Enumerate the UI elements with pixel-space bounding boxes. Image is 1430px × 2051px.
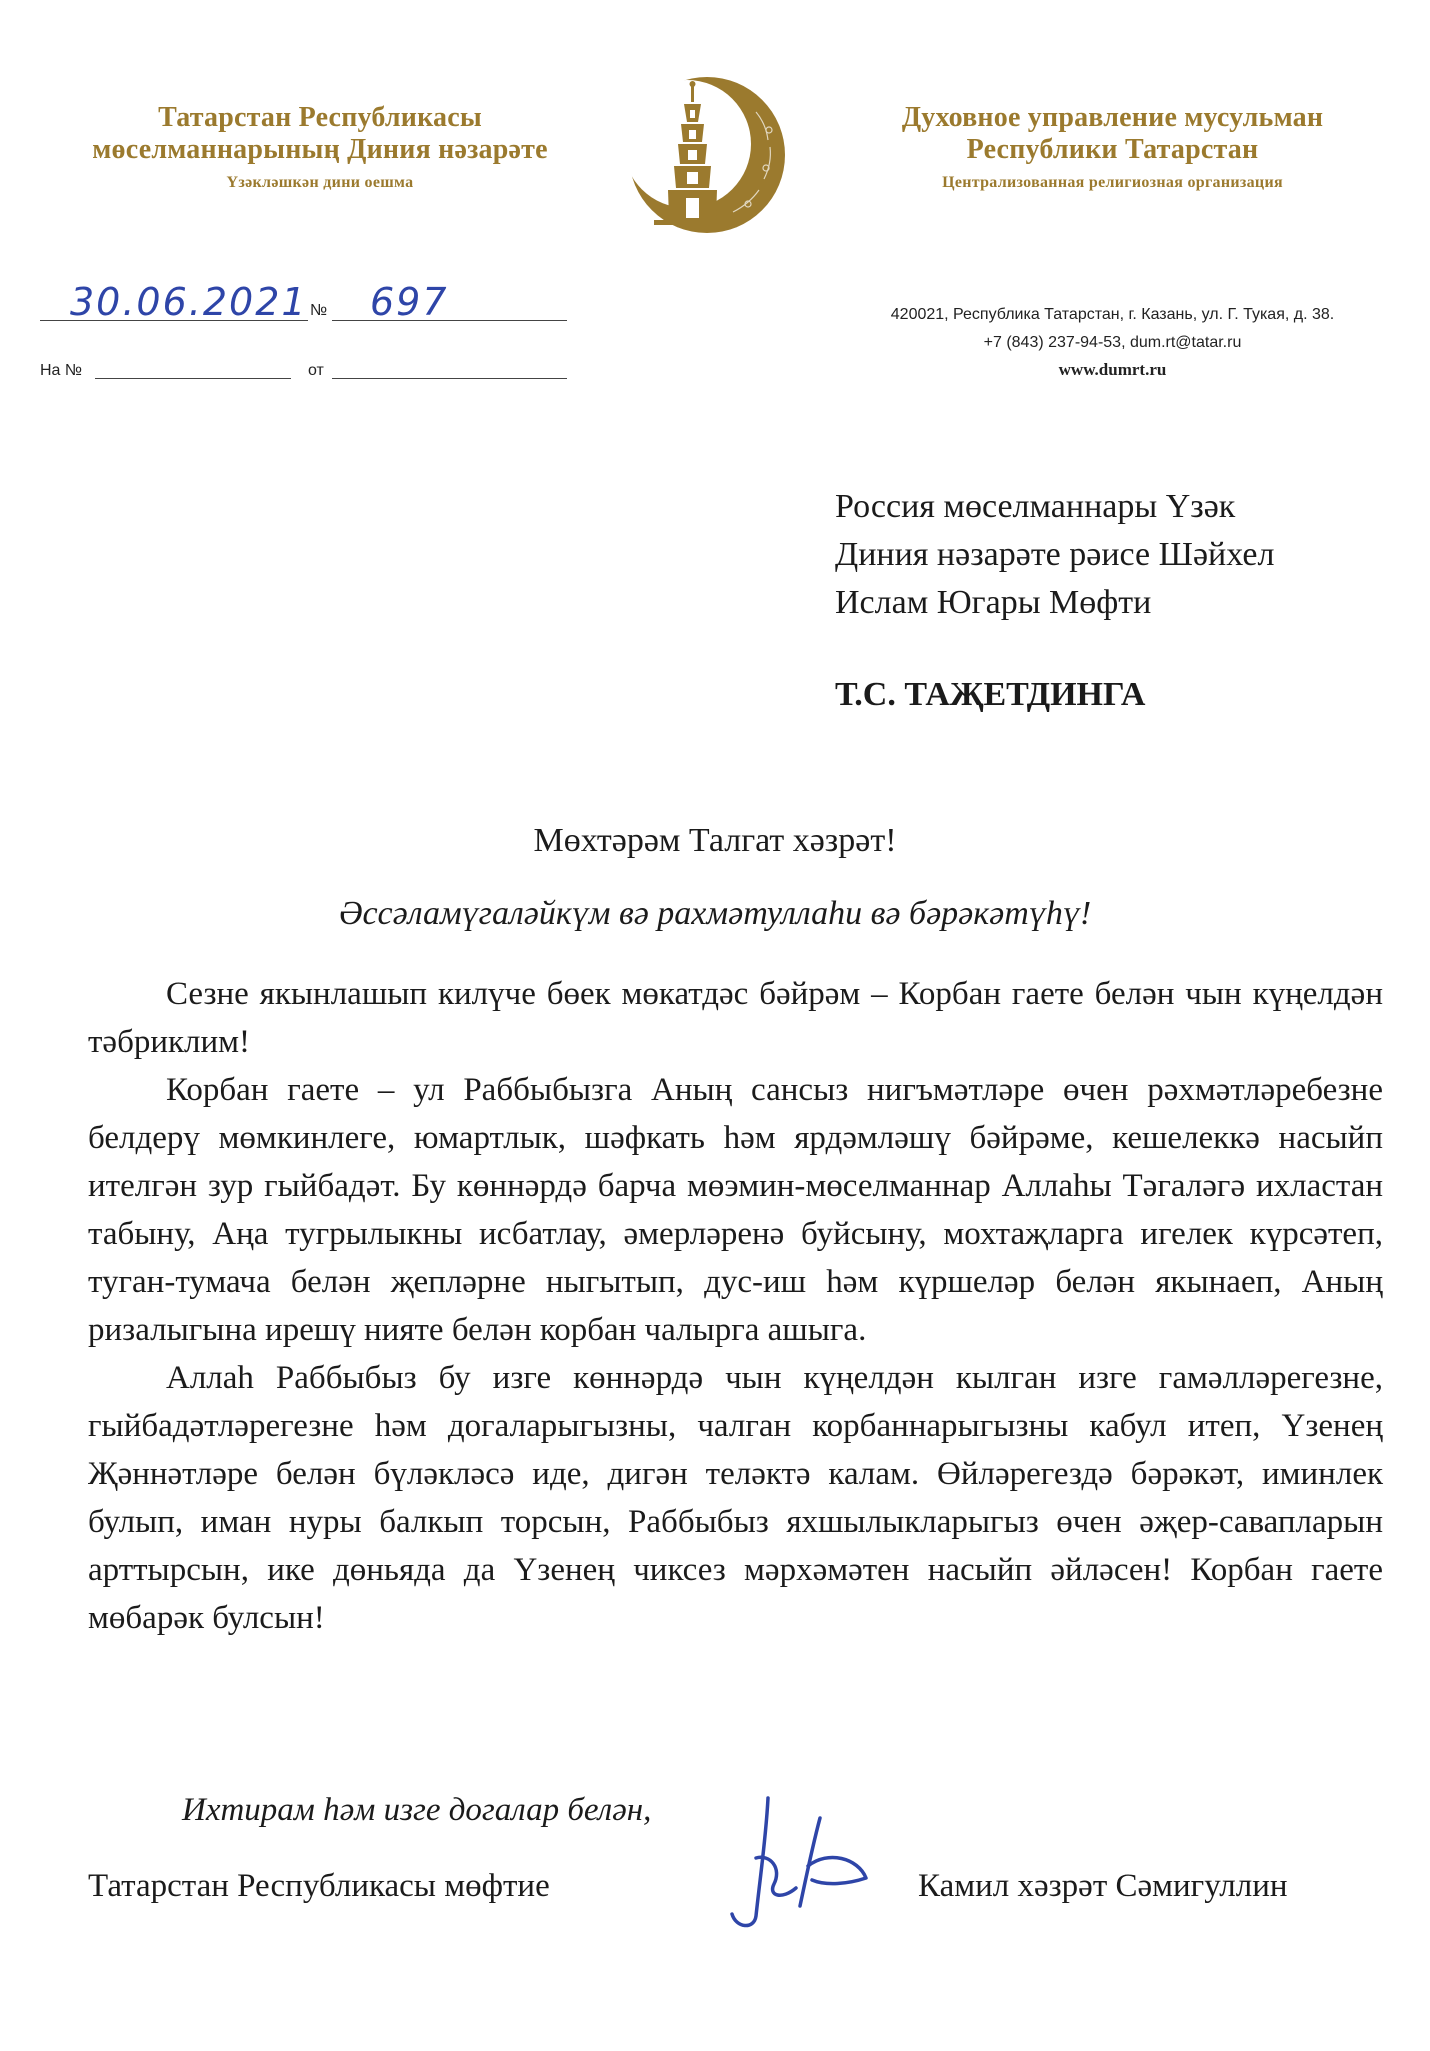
registration-number: 697 [370, 280, 449, 324]
header-right-title-line1: Духовное управление мусульман [901, 102, 1324, 133]
signatory-title: Татарстан Республикасы мөфтие [88, 1868, 550, 1904]
recipient-line3: Ислам Югары Мөфти [835, 584, 1152, 621]
header-left [40, 102, 600, 192]
letter-salaam: Әссәламүгаләйкүм вә рахмәтуллаһи вә бәрәкәтүһү! [338, 895, 1092, 932]
signatory-name: Камил хәзрәт Сәмигуллин [918, 1868, 1288, 1904]
ref-from-underline [332, 378, 567, 379]
recipient-block [835, 483, 1274, 627]
recipient-name: Т.С. ТАҖЕТДИНГА [835, 676, 1146, 713]
ref-from-label: от [308, 362, 324, 379]
crescent-minaret-logo-icon [624, 72, 789, 237]
address-line2: +7 (843) 237-94-53, dum.rt@tatar.ru [983, 334, 1242, 351]
header-left-title-line1: Татарстан Республикасы [158, 102, 482, 133]
letter-paragraph-3: Аллаһ Раббыбыз бу изге көннәрдә чын күңелдән кылган изге гамәлләрегезне, гыйбадәтләрегезне һәм догаларыгызны, чалган корбаннарыгызны кабул итеп, Үзенең Җәннәтләре белән бүләкләсә иде, дигән теләктә калам. Өйләрегездә бәрәкәт, иминлек булып, иман нуры балкып торсын, Раббыбыз яхшылыкларыгыз өчен әҗер-савапларын арттырсын, ике дөньяда да Үзенең чиксез мәрхәмәтен насыйп әйләсен! Корбан гаете мөбарәк булсын! [88, 1360, 1383, 1636]
ref-number-label: На № [40, 362, 83, 379]
letter-body [88, 970, 1383, 1642]
letter-closing: Ихтирам һәм изге догалар белән, [182, 1792, 652, 1828]
number-underline [332, 320, 567, 321]
address-website: www.dumrt.ru [1058, 360, 1167, 379]
handwritten-signature-icon [708, 1788, 878, 1938]
recipient-line2: Диния нәзарәте рәисе Шәйхел [835, 536, 1275, 573]
header-left-title-line2: мөселманнарының Диния нәзарәте [92, 134, 548, 165]
address-line1: 420021, Республика Татарстан, г. Казань, ул. Г. Тукая, д. 38. [890, 306, 1335, 323]
registration-number-label: № [310, 302, 328, 319]
registration-date: 30.06.2021 [70, 280, 308, 324]
header-right-title-line2: Республики Татарстан [966, 134, 1259, 165]
letter-paragraph-1: Сезне якынлашып килүче бөек мөкатдәс бәйрәм – Корбан гаете белән чын күңелдән тәбриклим! [88, 976, 1383, 1060]
ref-number-underline [95, 378, 291, 379]
letter-greeting: Мөхтәрәм Талгат хәзрәт! [533, 822, 897, 859]
recipient-line1: Россия мөселманнары Үзәк [835, 488, 1236, 525]
letter-paragraph-2: Корбан гаете – ул Раббыбызга Аның сансыз нигъмәтләре өчен рәхмәтләребезне белдерү мөмкинлеге, юмартлык, шәфкать һәм ярдәмләшү бәйрәме, кешелеккә насыйп ителгән зур гыйбадәт. Бу көннәрдә барча мөэмин-мөселманнар Аллаһы Тәгаләгә ихластан табыну, Аңа тугрылыкны исбатлау, әмерләренә буйсыну, мохтаҗларга игелек күрсәтеп, туган-тумача белән җепләрне ныгытып, дус-иш һәм күршеләр белән якынаеп, Аның ризалыгына ирешү нияте белән корбан чалырга ашыга. [88, 1072, 1383, 1348]
date-underline [40, 320, 308, 321]
header-left-subtitle: Үзәкләшкән дини оешма [226, 174, 414, 191]
header-right-subtitle: Централизованная религиозная организация [942, 174, 1283, 191]
header-right [840, 102, 1385, 192]
